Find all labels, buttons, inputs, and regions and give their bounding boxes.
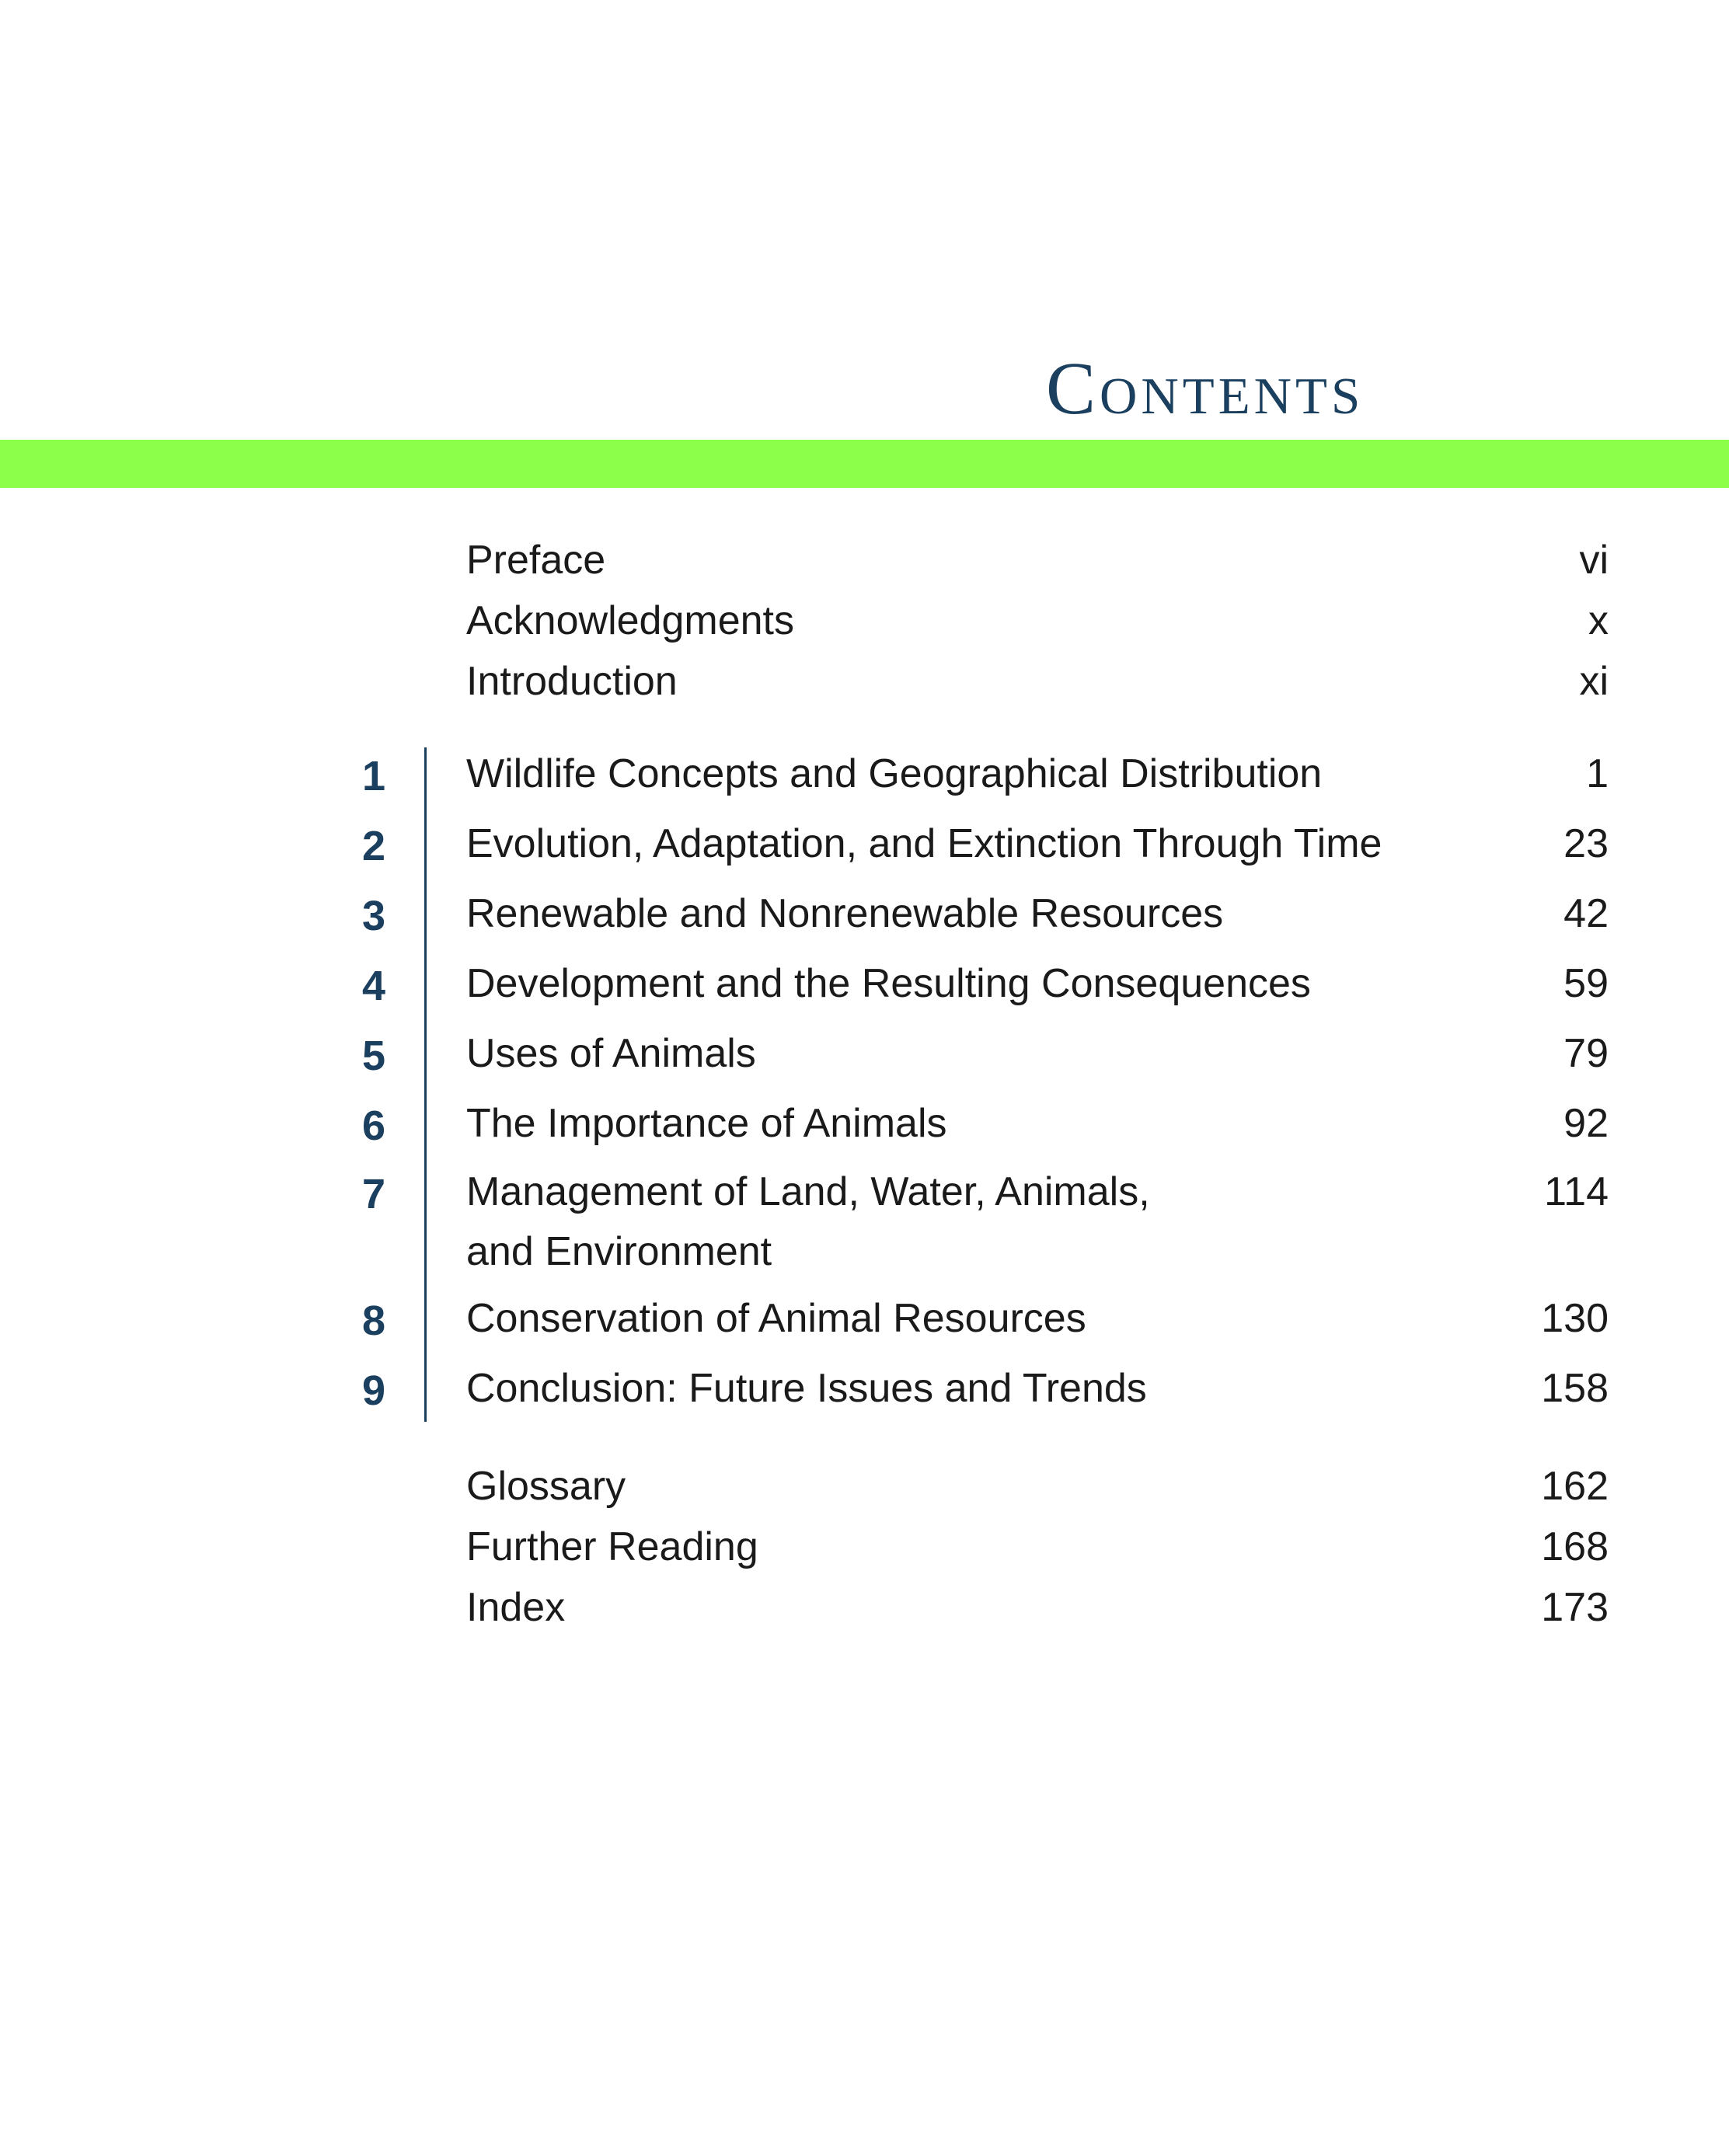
- chapter-number: 3: [362, 893, 386, 939]
- toc-entry-title-line1: Management of Land, Water, Animals,: [466, 1169, 1150, 1214]
- toc-entry-title: Glossary: [466, 1464, 626, 1509]
- toc-entry-title: Uses of Animals: [466, 1031, 756, 1076]
- toc-entry-page: 42: [1563, 891, 1609, 936]
- toc-entry-page: 158: [1541, 1366, 1609, 1411]
- chapter-number: 4: [362, 963, 386, 1009]
- page-title: Contents: [1046, 347, 1365, 430]
- chapter-divider-rule: [424, 747, 427, 1422]
- chapter-number: 2: [362, 823, 386, 869]
- toc-entry-page: 79: [1563, 1031, 1609, 1076]
- toc-entry-page: 59: [1563, 961, 1609, 1006]
- toc-entry-page: 162: [1541, 1464, 1609, 1509]
- chapter-number: 1: [362, 753, 386, 799]
- toc-entry-page: 23: [1563, 821, 1609, 866]
- toc-entry-title: Acknowledgments: [466, 598, 794, 643]
- toc-entry-title: [466, 1169, 1150, 1274]
- chapter-number: 8: [362, 1297, 386, 1344]
- chapter-number: 5: [362, 1033, 386, 1079]
- toc-entry-page: 130: [1541, 1296, 1609, 1341]
- toc-entry-title: Further Reading: [466, 1524, 758, 1569]
- chapter-number: 7: [362, 1171, 386, 1217]
- toc-entry-title: Renewable and Nonrenewable Resources: [466, 891, 1224, 936]
- toc-entry-title: Index: [466, 1585, 566, 1630]
- toc-entry-title: The Importance of Animals: [466, 1101, 947, 1146]
- toc-entry-title: Evolution, Adaptation, and Extinction Through Time: [466, 821, 1382, 866]
- accent-band: [0, 440, 1729, 488]
- chapter-number: 6: [362, 1102, 386, 1149]
- toc-entry-title: Wildlife Concepts and Geographical Distribution: [466, 751, 1323, 796]
- toc-entry-page: x: [1588, 598, 1609, 643]
- toc-entry-title: Conclusion: Future Issues and Trends: [466, 1366, 1147, 1411]
- toc-entry-page: xi: [1579, 659, 1609, 704]
- toc-entry-page: 92: [1563, 1101, 1609, 1146]
- chapter-number: 9: [362, 1367, 386, 1414]
- toc-entry-title: Development and the Resulting Consequences: [466, 961, 1311, 1006]
- toc-entry-page: 1: [1586, 751, 1609, 796]
- toc-entry-page: 168: [1541, 1524, 1609, 1569]
- toc-entry-title-line2: and Environment: [466, 1229, 772, 1274]
- toc-entry-title: Introduction: [466, 659, 678, 704]
- toc-entry-page: 114: [1544, 1169, 1609, 1214]
- toc-entry-page: vi: [1579, 538, 1609, 583]
- toc-entry-title: Conservation of Animal Resources: [466, 1296, 1086, 1341]
- toc-entry-title: Preface: [466, 538, 606, 583]
- toc-entry-page: 173: [1541, 1585, 1609, 1630]
